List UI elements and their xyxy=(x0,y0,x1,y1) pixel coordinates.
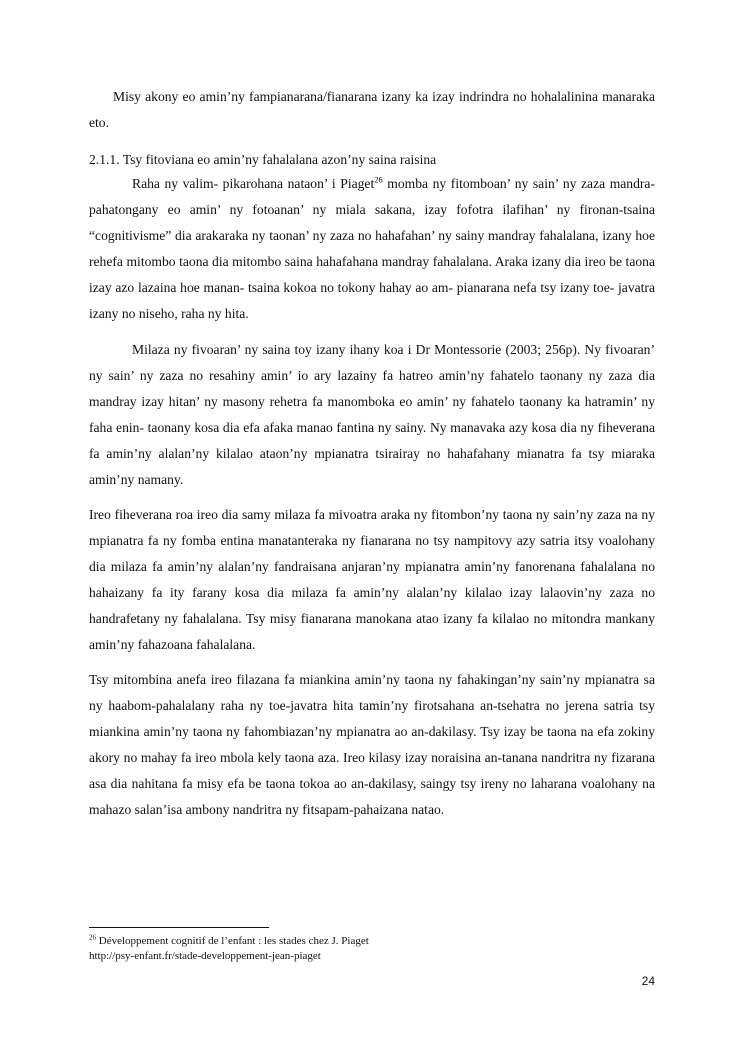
paragraph-conclusion: Tsy mitombina anefa ireo filazana fa miankina amin’ny taona ny fahakingan’ny sain’ny mpianatra sa ny haabom-pahalalany raha ny toe-javatra hita tamin’ny firotsahana an-tsehatra no jerena satria tsy miankina amin’ny taona ny fahombiazan’ny mpianatra ao an-dakilasy. Tsy izay be taona na efa zokiny akory no mahay fa ireo mbola kely taona aza. Ireo kilasy izay noraisina an-tanana nandritra ny fizarana asa dia nahitana fa misy efa be taona tokoa ao an-dakilasy, saingy tsy ireny no laharana voalohany na mahazo salan’isa ambony nandritra ny fitsapam-pahaizana natao. xyxy=(89,672,655,817)
paragraph-piaget xyxy=(89,171,655,327)
paragraph-piaget-text-end: momba ny fitomboan’ ny sain’ ny zaza mandra-pahatongany eo amin’ ny fotoanan’ ny miala sakana, izay fofotra ilafihan’ ny fironan-tsaina “cognitivisme” dia arakaraka ny taonan’ ny zaza no hahafahan’ ny sainy mandray fahalalana, izany hoe rehefa mitombo taona dia mitombo saina hahafahana mandray fahalalana. Araka izany dia ireo be taona izay azo lazaina hoe manan- tsaina kokoa no tokony hahay ao am- pianarana nefa tsy izany toe- javatra izany no niseho, raha ny hita. xyxy=(89,176,655,321)
paragraph-intro: Misy akony eo amin’ny fampianarana/fianarana izany ka izay indrindra no hohalalinina manaraka eto. xyxy=(89,89,655,130)
paragraph-comparison: Ireo fiheverana roa ireo dia samy milaza fa mivoatra araka ny fitombon’ny taona ny sain’ny zaza na ny mpianatra fa ny fomba entina manatanteraka ny fianarana no tsy nampitovy azy satria itsy voalohany dia milaza fa amin’ny alalan’ny fandraisana anjaran’ny mpianatra amin’ny fanorenana fahalalana no hahaizany fa ity farany kosa dia milaza fa amin’ny alalan’ny kilalao izay lalaovin’ny zaza no handrafetany ny fahalalana. Tsy misy fianarana manokana atao izany fa kilalao no mitondra mankany amin’ny fahazoana fahalalana. xyxy=(89,507,655,652)
footnote-line-1 xyxy=(89,934,655,949)
footnote-url: http://psy-enfant.fr/stade-developpement-jean-piaget xyxy=(89,950,321,962)
section-heading: 2.1.1. Tsy fitoviana eo amin’ny fahalalana azon’ny saina raisina xyxy=(89,152,437,167)
footnote-title: Développement cognitif de l’enfant : les stades chez J. Piaget xyxy=(96,935,369,947)
footnote xyxy=(89,934,655,964)
paragraph-piaget-text-start: Raha ny valim- pikarohana nataon’ i Piaget xyxy=(132,176,375,191)
page-number: 24 xyxy=(641,974,655,988)
footnote-number: 26 xyxy=(89,933,96,942)
footnote-reference: 26 xyxy=(374,174,383,185)
paragraph-montessori: Milaza ny fivoaran’ ny saina toy izany ihany koa i Dr Montessorie (2003; 256p). Ny fivoaran’ ny sain’ ny zaza no resahiny amin’ io ary lazainy fa hatreo amin’ny fahatelo taonany ny zaza dia mandray izay hitan’ ny masony rehetra fa manomboka eo amin’ ny fahatelo taonany ka hatramin’ ny faha enin- taonany kosa dia efa afaka manao fantina ny sainy. Ny manavaka azy kosa dia ny fiheverana fa amin’ny alalan’ny kilalao ataon’ny mpianatra tsirairay no hahafahany mianatra fa tsy miaraka amin’ny namany. xyxy=(89,342,655,487)
footnote-divider xyxy=(89,927,269,928)
